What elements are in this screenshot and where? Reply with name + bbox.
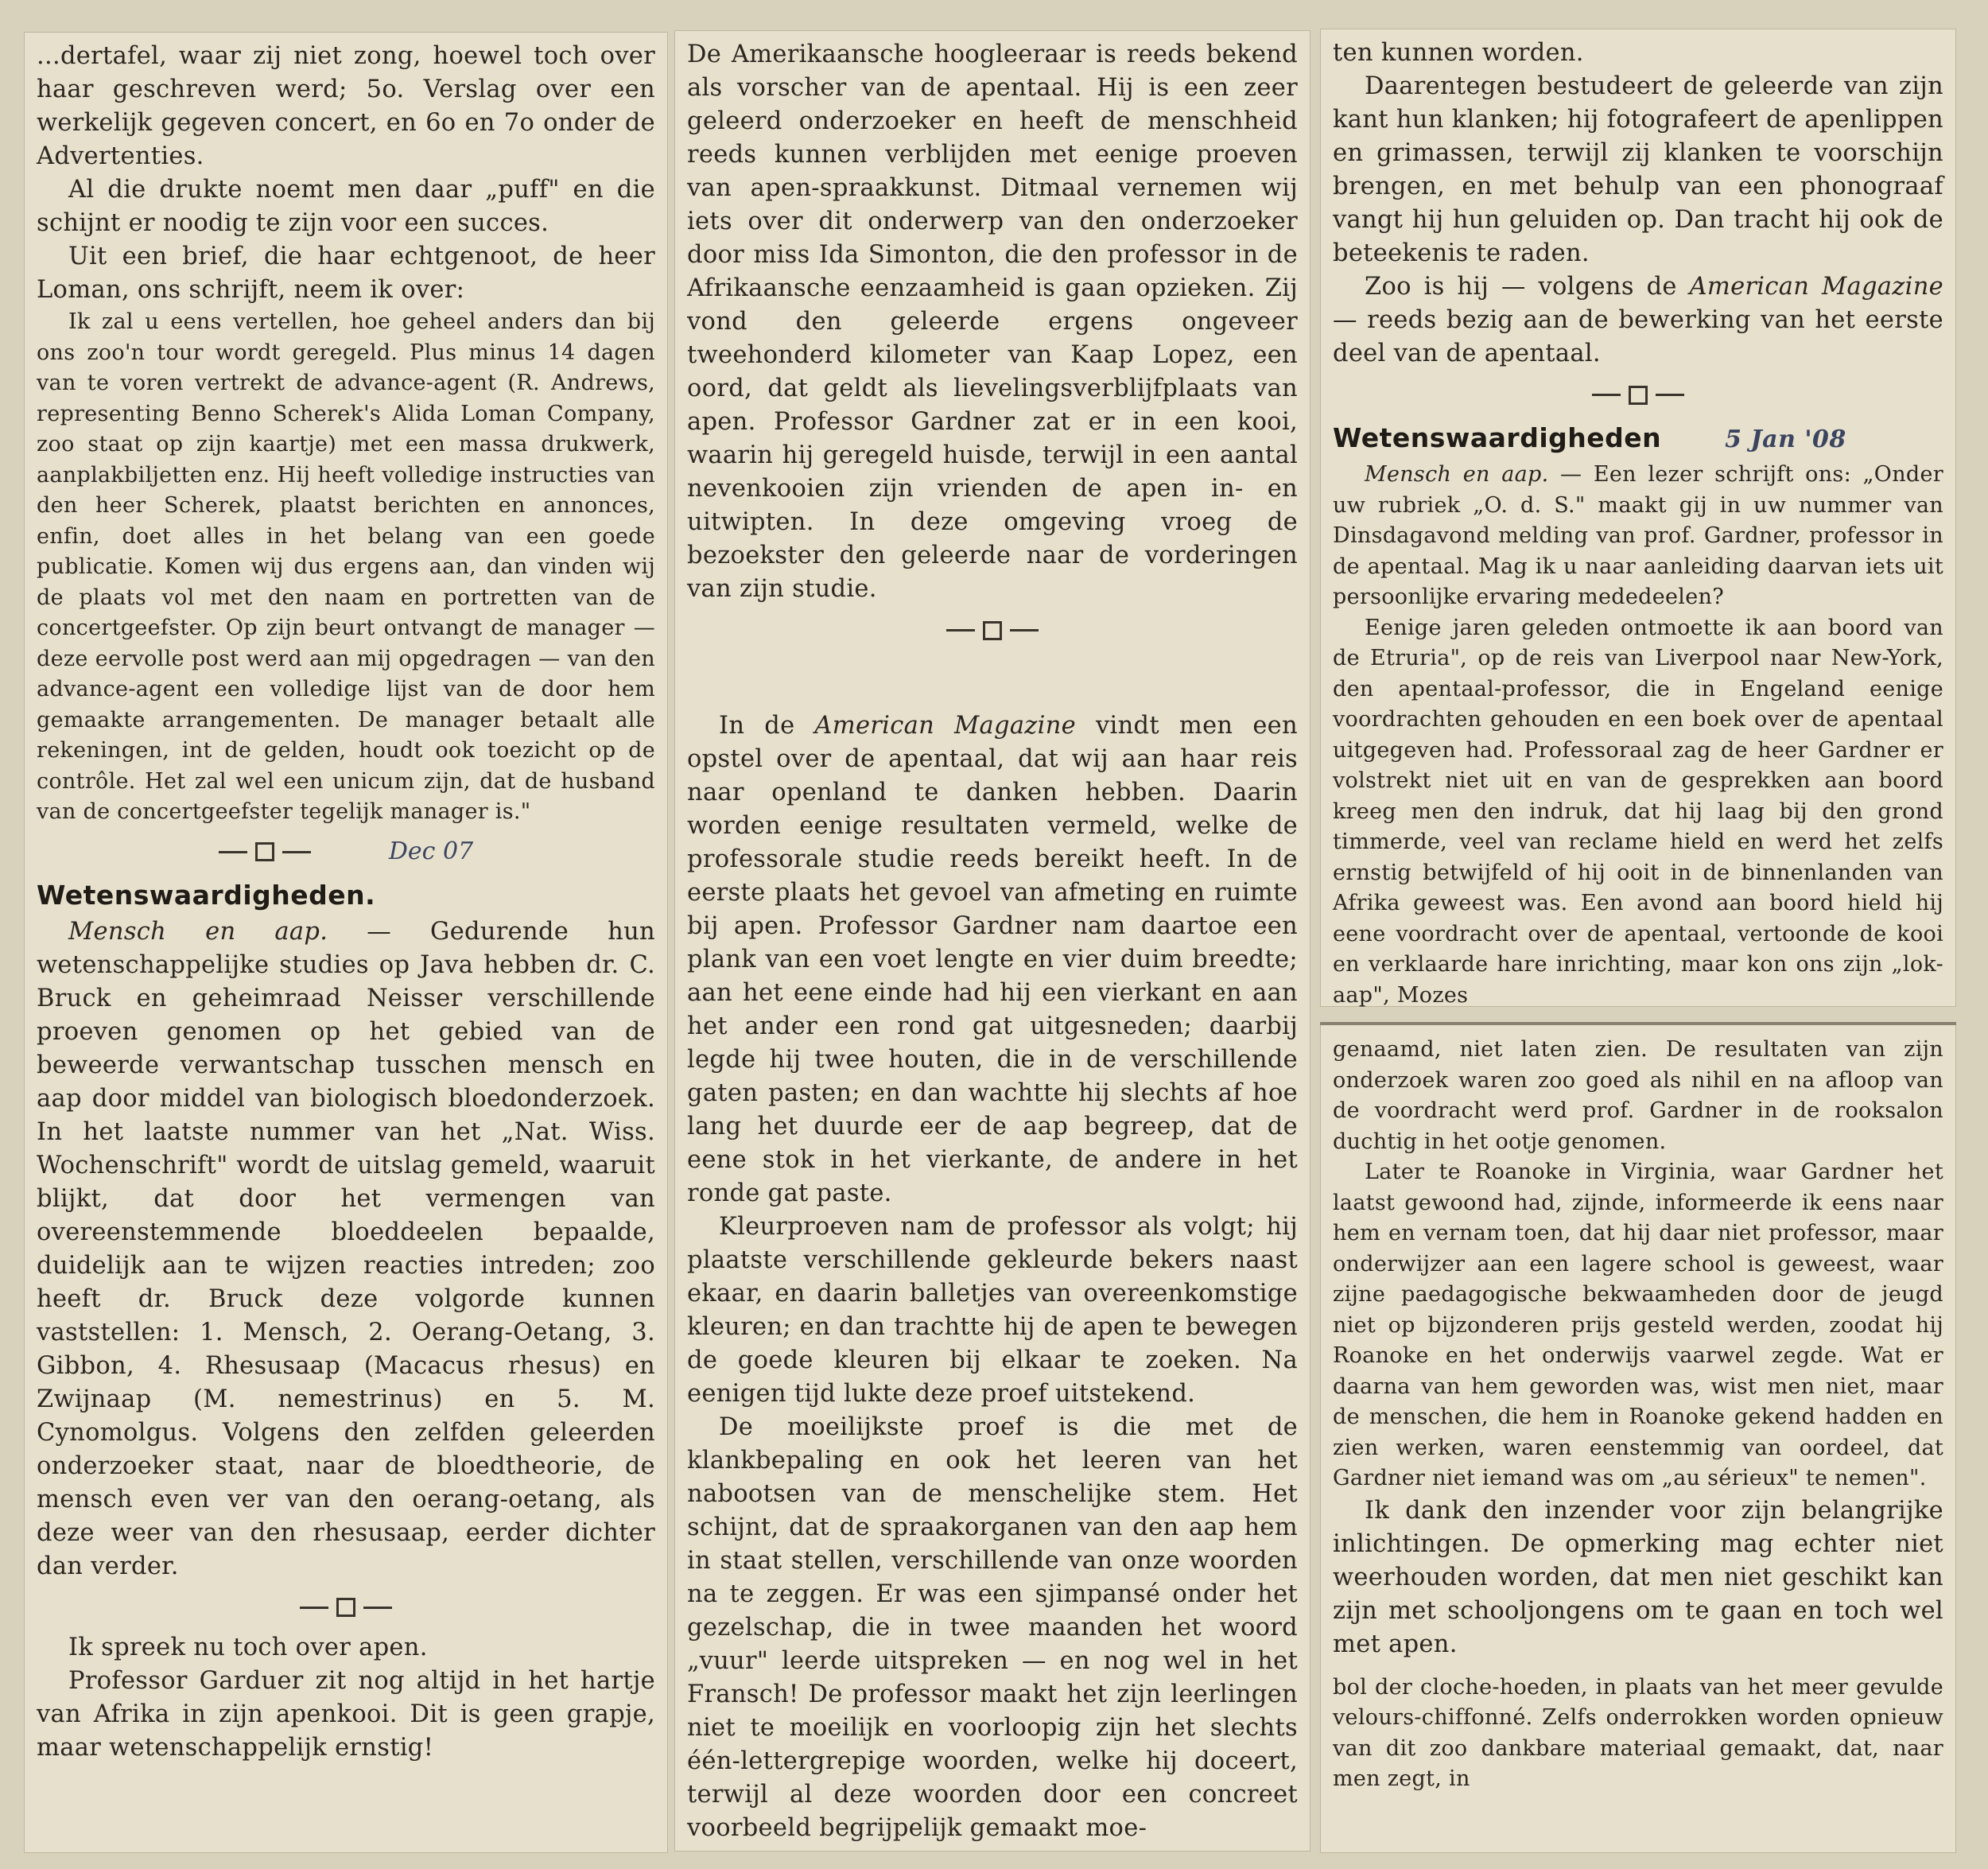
paragraph: Al die drukte noemt men daar „puff" en die schijnt er noodig te zijn voor een succes. (37, 176, 655, 237)
section-heading: Wetenswaardigheden. (37, 879, 376, 911)
section-heading: Wetenswaardigheden 5 Jan '08 (1333, 422, 1846, 453)
section-divider (37, 828, 655, 876)
article-text: — Een lezer schrijft ons: „Onder uw rubriek „O. d. S." maakt gij in uw nummer van Dinsdagavond melding van prof. Gardner, professor in de apentaal. Mag ik u naar aanleiding daarvan iets uit persoonlijke ervaring mededeelen? (1333, 462, 1943, 609)
section-divider (687, 606, 1298, 654)
paragraph: Zoo is hij — volgens de American Magazine — reeds bezig aan de bewerking van het eerste deel van de apentaal. (1333, 273, 1943, 367)
paragraph: De moeilijkste proef is die met de klankbepaling en ook het leeren van het nabootsen van de menschelijke stem. Het schijnt, dat de spraakorganen van den aap hem in staat stellen, verschillende van onze woorden na te zeggen. Er was een sjimpansé onder het gezelschap, die in twee maanden het woord „vuur" leerde uitspreken — en nog wel in het Fransch! De professor maakt het zijn leerlingen niet te moeilijk en voorloopig zijn het slechts één-lettergrepige woorden, welke hij doceert, terwijl al deze woorden door een concreet voorbeeld begrijpelijk gemaakt moe- (687, 1413, 1298, 1842)
section-divider (37, 1583, 655, 1631)
column-1 (24, 32, 668, 1853)
paragraph: ...dertafel, waar zij niet zong, hoewel toch over haar geschreven werd; 5o. Verslag over een werkelijk gegeven concert, en 6o en 7o onder de Advertenties. (37, 42, 655, 170)
paragraph: Ik spreek nu toch over apen. (68, 1633, 428, 1661)
paragraph: Eenige jaren geleden ontmoette ik aan boord van de Etruria", op de reis van Liverpool naar New-York, den apentaal-professor, die in Engeland eenige voordrachten gehouden en een boek over de apentaal uitgegeven had. Professoraal zag de heer Gardner er volstrekt niet uit en van de gesprekken aan boord kreeg men den indruk, dat hij laag bij den grond timmerde, veel van reclame hield en werd het zelfs ernstig betwijfeld of hij ooit in de binnenlanden van Afrika geweest was. Een avond aan boord hield hij eene voordracht over de apentaal, vertoonde de kooi en verklaarde hare inrichting, maar kon ons zijn „lok-aap", Mozes (1333, 615, 1943, 1007)
clipped-fragment: bol der cloche-hoeden, in plaats van het meer gevulde velours-chiffonné. Zelfs onderrokken worden opnieuw van dit zoo dankbare materiaal gemaakt, dat, naar men zegt, in (1333, 1674, 1943, 1791)
article-lead: Mensch en aap. (68, 917, 328, 946)
paragraph: Daarentegen bestudeert de geleerde van zijn kant hun klanken; hij fotografeert de apenlippen en grimassen, terwijl zij klanken te voorschijn brengen, en met behulp van een phonograaf vangt hij hun geluiden op. Dan tracht hij ook de beteekenis te raden. (1333, 72, 1943, 267)
paragraph: Ik dank den inzender voor zijn belangrijke inlichtingen. De opmerking mag echter niet weerhouden worden, dat men niet geschikt kan zijn met schooljongens om te gaan en toch wel met apen. (1333, 1496, 1943, 1658)
article-paragraph (37, 915, 655, 1583)
paragraph: Kleurproeven nam de professor als volgt; hij plaatste verschillende gekleurde bekers naast ekaar, en daarin balletjes van overeenkomstige kleuren; en dan trachtte hij de apen te bewegen de goede kleuren bij elkaar te zoeken. Na eenigen tijd lukte deze proef uitstekend. (687, 1213, 1298, 1408)
paragraph: In de American Magazine vindt men een opstel over de apentaal, dat wij aan haar reis naar openland te danken hebben. Daarin worden eenige resultaten vermeld, welke de professorale studie reeds bereikt heeft. In de eerste plaats het gevoel van afmeting en ruimte bij apen. Professor Gardner nam daartoe een plank van een voet lengte en vier duim breedte; aan het eene einde had hij een vierkant en aan het ander een rond gat uitgesneden; daarbij legde hij twee houten, die in de verschillende gaten pasten; en dan wachtte hij slechts af hoe lang het duurde eer de aap begreep, dat de eene stok in het vierkante, de andere in het ronde gat paste. (687, 712, 1298, 1207)
column-3-bottom (1320, 1022, 1956, 1853)
quoted-letter: Ik zal u eens vertellen, hoe geheel anders dan bij ons zoo'n tour wordt geregeld. Plus minus 14 dagen van te voren vertrekt de advance-agent (R. Andrews, representing Benno Scherek's Alida Loman Company, zoo staat op zijn kaartje) met een massa drukwerk, aanplakbiljetten enz. Hij heeft volledige instructies van den heer Scherek, plaatst berichten en annonces, enfin, doet alles in het belang van een goede publicatie. Komen wij dus ergens aan, dan vinden wij de plaats vol met den naam en portretten van de concertgeefster. Op zijn beurt ontvangt de manager — deze eervolle post werd aan mij opgedragen — van den advance-agent een volledige lijst van de door hem gemaakte arrangementen. De manager betaalt alle rekeningen, int de gelden, houdt ook toezicht op de contrôle. Het zal wel een unicum zijn, dat de husband van de concertgeefster tegelijk manager is." (37, 309, 655, 824)
handwritten-date: 5 Jan '08 (1725, 425, 1846, 453)
article-text: — Gedurende hun wetenschappelijke studies op Java hebben dr. C. Bruck en geheimraad Neisser verschillende proeven genomen op het gebied van de beweerde verwantschap tusschen mensch en aap door middel van biologisch bloedonderzoek. In het laatste nummer van het „Nat. Wiss. Wochenschrift" wordt de uitslag gemeld, waaruit blijkt, dat door het vermengen van overeenstemmende bloeddeelen bepaalde, duidelijk aan te wijzen reacties intreden; zoo heeft dr. Bruck deze volgorde kunnen vaststellen: 1. Mensch, 2. Oerang-Oetang, 3. Gibbon, 4. Rhesusaap (Macacus rhesus) en Zwijnaap (M. nemestrinus) en 5. M. Cynomolgus. Volgens den zelfden geleerden onderzoeker staat, naar de bloedtheorie, de mensch even ver van den oerang-oetang, als deze weer van den rhesusaap, eerder dichter dan verder. (37, 917, 655, 1580)
section-divider (1333, 371, 1943, 418)
handwritten-date: Dec 07 (388, 837, 474, 865)
paragraph: Later te Roanoke in Virginia, waar Gardner het laatst gewoond had, zijnde, informeerde ik eens naar hem en vernam toen, dat hij daar niet professor, maar onderwijzer aan een lagere school is geweest, waar zijne paedagogische bekwaamheden door de jeugd niet op bijzonderen prijs gesteld werden, zoodat hij Roanoke en het onderwijs vaarwel zegde. Wat er daarna van hem geworden was, wist men niet, maar de menschen, die hem in Roanoke gekend hadden en zien werken, waren eenstemmig van oordeel, dat Gardner niet iemand was om „au sérieux" te nemen". (1333, 1160, 1943, 1490)
paragraph: Professor Garduer zit nog altijd in het hartje van Afrika in zijn apenkooi. Dit is geen grapje, maar wetenschappelijk ernstig! (37, 1666, 655, 1762)
paragraph: ten kunnen worden. (1333, 39, 1584, 67)
column-2 (674, 30, 1310, 1852)
column-3-top (1320, 29, 1956, 1007)
article-lead: Mensch en aap. (1365, 462, 1549, 487)
paragraph: genaamd, niet laten zien. De resultaten van zijn onderzoek waren zoo goed als nihil en na afloop van de voordracht werd prof. Gardner in de rooksalon duchtig in het ootje genomen. (1333, 1037, 1943, 1154)
paragraph: De Amerikaansche hoogleeraar is reeds bekend als vorscher van de apentaal. Hij is een zeer geleerd onderzoeker en heeft de menschheid reeds kunnen verblijden met eenige proeven van apen-spraakkunst. Ditmaal vernemen wij iets over dit onderwerp van den onderzoeker door miss Ida Simonton, die den professor in de Afrikaansche eenzaamheid is gaan opzieken. Zij vond den geleerde ergens ongeveer tweehonderd kilometer van Kaap Lopez, een oord, dat geldt als lievelingsverblijfplaats van apen. Professor Gardner zat er in een kooi, waarin hij geregeld huisde, terwijl in een aantal nevenkooien zijn vrienden de apen in- en uitwipten. In deze omgeving vroeg de bezoekster den geleerde naar de vorderingen van zijn studie. (687, 41, 1298, 603)
article-paragraph (1333, 460, 1943, 613)
paragraph: Uit een brief, die haar echtgenoot, de heer Loman, ons schrijft, neem ik over: (37, 243, 655, 304)
